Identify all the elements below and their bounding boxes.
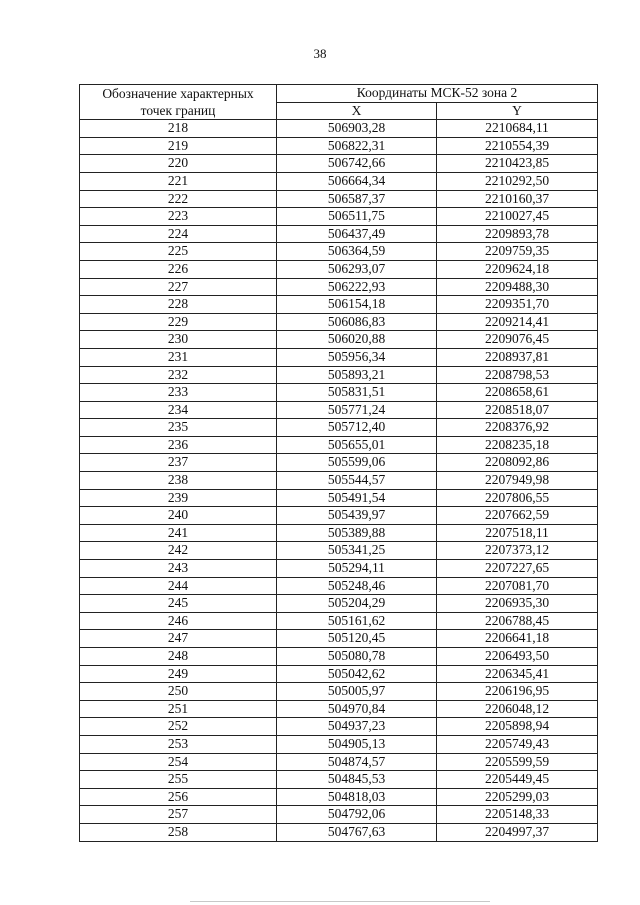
point-id-cell: 254: [80, 753, 277, 771]
point-id-cell: 231: [80, 348, 277, 366]
point-id-cell: 250: [80, 683, 277, 701]
x-coordinate-cell: 504767,63: [277, 823, 437, 841]
point-id-cell: 227: [80, 278, 277, 296]
table-row: [80, 542, 598, 560]
coordinates-system-header: Координаты МСК-52 зона 2: [277, 85, 598, 103]
x-coordinate-cell: 505341,25: [277, 542, 437, 560]
point-id-cell: 251: [80, 700, 277, 718]
table-row: [80, 454, 598, 472]
x-coordinate-cell: 506822,31: [277, 137, 437, 155]
table-row: [80, 366, 598, 384]
table-row: [80, 560, 598, 578]
y-coordinate-cell: 2204997,37: [437, 823, 598, 841]
y-coordinate-cell: 2208937,81: [437, 348, 598, 366]
table-row: [80, 630, 598, 648]
y-coordinate-cell: 2205749,43: [437, 735, 598, 753]
y-coordinate-cell: 2207373,12: [437, 542, 598, 560]
x-coordinate-cell: 505712,40: [277, 419, 437, 437]
point-id-cell: 218: [80, 120, 277, 138]
point-id-cell: 235: [80, 419, 277, 437]
table-row: [80, 648, 598, 666]
table-row: [80, 243, 598, 261]
x-coordinate-cell: 504970,84: [277, 700, 437, 718]
table-row: [80, 735, 598, 753]
y-coordinate-cell: 2206048,12: [437, 700, 598, 718]
point-id-cell: 233: [80, 384, 277, 402]
y-coordinate-cell: 2205449,45: [437, 771, 598, 789]
x-coordinate-cell: 505544,57: [277, 472, 437, 490]
point-id-cell: 219: [80, 137, 277, 155]
y-coordinate-cell: 2208092,86: [437, 454, 598, 472]
y-coordinate-cell: 2210423,85: [437, 155, 598, 173]
point-id-cell: 252: [80, 718, 277, 736]
y-coordinate-cell: 2208235,18: [437, 436, 598, 454]
x-coordinate-cell: 506020,88: [277, 331, 437, 349]
boundary-points-header-line2: точек границ: [140, 103, 216, 119]
x-coordinate-cell: 506903,28: [277, 120, 437, 138]
y-coordinate-cell: 2208376,92: [437, 419, 598, 437]
x-coordinate-cell: 505389,88: [277, 524, 437, 542]
x-coordinate-cell: 504792,06: [277, 806, 437, 824]
scan-edge-line: [190, 901, 490, 902]
table-row: [80, 771, 598, 789]
y-coordinate-cell: 2206788,45: [437, 612, 598, 630]
table-row: [80, 436, 598, 454]
x-coordinate-cell: 504818,03: [277, 788, 437, 806]
y-coordinate-cell: 2209759,35: [437, 243, 598, 261]
table-row: [80, 313, 598, 331]
point-id-cell: 253: [80, 735, 277, 753]
point-id-cell: 243: [80, 560, 277, 578]
point-id-cell: 240: [80, 507, 277, 525]
table-row: [80, 823, 598, 841]
point-id-cell: 239: [80, 489, 277, 507]
y-column-header: Y: [437, 102, 598, 120]
point-id-cell: 238: [80, 472, 277, 490]
table-row: [80, 612, 598, 630]
table-row: [80, 120, 598, 138]
point-id-cell: 220: [80, 155, 277, 173]
table-row: [80, 577, 598, 595]
table-row: [80, 753, 598, 771]
x-coordinate-cell: 506437,49: [277, 225, 437, 243]
point-id-cell: 244: [80, 577, 277, 595]
x-coordinate-cell: 504874,57: [277, 753, 437, 771]
y-coordinate-cell: 2206345,41: [437, 665, 598, 683]
table-row: [80, 472, 598, 490]
y-coordinate-cell: 2207227,65: [437, 560, 598, 578]
table-row: [80, 700, 598, 718]
y-coordinate-cell: 2207081,70: [437, 577, 598, 595]
point-id-cell: 229: [80, 313, 277, 331]
y-coordinate-cell: 2205148,33: [437, 806, 598, 824]
header-row-top: [80, 85, 598, 103]
y-coordinate-cell: 2205599,59: [437, 753, 598, 771]
table-row: [80, 278, 598, 296]
x-coordinate-cell: 505956,34: [277, 348, 437, 366]
point-id-cell: 224: [80, 225, 277, 243]
x-coordinate-cell: 506086,83: [277, 313, 437, 331]
x-coordinate-cell: 505831,51: [277, 384, 437, 402]
y-coordinate-cell: 2205299,03: [437, 788, 598, 806]
y-coordinate-cell: 2208658,61: [437, 384, 598, 402]
x-coordinate-cell: 506511,75: [277, 208, 437, 226]
table-row: [80, 524, 598, 542]
table-row: [80, 155, 598, 173]
table-row: [80, 225, 598, 243]
y-coordinate-cell: 2210027,45: [437, 208, 598, 226]
boundary-points-header: [80, 85, 277, 120]
x-coordinate-cell: 505599,06: [277, 454, 437, 472]
table-row: [80, 331, 598, 349]
y-coordinate-cell: 2210554,39: [437, 137, 598, 155]
point-id-cell: 225: [80, 243, 277, 261]
point-id-cell: 236: [80, 436, 277, 454]
table-row: [80, 806, 598, 824]
y-coordinate-cell: 2207806,55: [437, 489, 598, 507]
y-coordinate-cell: 2209076,45: [437, 331, 598, 349]
point-id-cell: 255: [80, 771, 277, 789]
boundary-points-header-line1: Обозначение характерных: [102, 86, 254, 102]
point-id-cell: 237: [80, 454, 277, 472]
x-coordinate-cell: 505491,54: [277, 489, 437, 507]
point-id-cell: 222: [80, 190, 277, 208]
table-row: [80, 190, 598, 208]
y-coordinate-cell: 2209351,70: [437, 296, 598, 314]
table-row: [80, 348, 598, 366]
y-coordinate-cell: 2210292,50: [437, 172, 598, 190]
x-coordinate-cell: 504937,23: [277, 718, 437, 736]
point-id-cell: 247: [80, 630, 277, 648]
table-header: [80, 85, 598, 120]
x-coordinate-cell: 505204,29: [277, 595, 437, 613]
table-row: [80, 788, 598, 806]
point-id-cell: 256: [80, 788, 277, 806]
point-id-cell: 226: [80, 260, 277, 278]
x-coordinate-cell: 505248,46: [277, 577, 437, 595]
x-coordinate-cell: 504905,13: [277, 735, 437, 753]
y-coordinate-cell: 2205898,94: [437, 718, 598, 736]
y-coordinate-cell: 2206935,30: [437, 595, 598, 613]
point-id-cell: 234: [80, 401, 277, 419]
table-row: [80, 137, 598, 155]
page-number: 38: [313, 46, 327, 61]
x-coordinate-cell: 504845,53: [277, 771, 437, 789]
y-coordinate-cell: 2206641,18: [437, 630, 598, 648]
y-coordinate-cell: 2206493,50: [437, 648, 598, 666]
y-coordinate-cell: 2210160,37: [437, 190, 598, 208]
y-coordinate-cell: 2208798,53: [437, 366, 598, 384]
x-coordinate-cell: 506364,59: [277, 243, 437, 261]
x-coordinate-cell: 506154,18: [277, 296, 437, 314]
x-coordinate-cell: 505005,97: [277, 683, 437, 701]
x-coordinate-cell: 505655,01: [277, 436, 437, 454]
x-coordinate-cell: 506222,93: [277, 278, 437, 296]
table-row: [80, 260, 598, 278]
table-row: [80, 384, 598, 402]
point-id-cell: 241: [80, 524, 277, 542]
x-coordinate-cell: 505771,24: [277, 401, 437, 419]
x-coordinate-cell: 506742,66: [277, 155, 437, 173]
x-coordinate-cell: 505294,11: [277, 560, 437, 578]
y-coordinate-cell: 2209893,78: [437, 225, 598, 243]
point-id-cell: 228: [80, 296, 277, 314]
table-row: [80, 208, 598, 226]
point-id-cell: 257: [80, 806, 277, 824]
table-row: [80, 172, 598, 190]
x-coordinate-cell: 505120,45: [277, 630, 437, 648]
y-coordinate-cell: 2207949,98: [437, 472, 598, 490]
table-row: [80, 401, 598, 419]
y-coordinate-cell: 2208518,07: [437, 401, 598, 419]
point-id-cell: 249: [80, 665, 277, 683]
point-id-cell: 221: [80, 172, 277, 190]
y-coordinate-cell: 2207662,59: [437, 507, 598, 525]
x-coordinate-cell: 506587,37: [277, 190, 437, 208]
y-coordinate-cell: 2209214,41: [437, 313, 598, 331]
x-column-header: X: [277, 102, 437, 120]
y-coordinate-cell: 2206196,95: [437, 683, 598, 701]
table-row: [80, 595, 598, 613]
table-row: [80, 419, 598, 437]
y-coordinate-cell: 2209488,30: [437, 278, 598, 296]
x-coordinate-cell: 505893,21: [277, 366, 437, 384]
point-id-cell: 223: [80, 208, 277, 226]
table-row: [80, 489, 598, 507]
table-row: [80, 507, 598, 525]
table-row: [80, 718, 598, 736]
point-id-cell: 242: [80, 542, 277, 560]
x-coordinate-cell: 505439,97: [277, 507, 437, 525]
y-coordinate-cell: 2210684,11: [437, 120, 598, 138]
point-id-cell: 232: [80, 366, 277, 384]
x-coordinate-cell: 506664,34: [277, 172, 437, 190]
point-id-cell: 258: [80, 823, 277, 841]
y-coordinate-cell: 2207518,11: [437, 524, 598, 542]
x-coordinate-cell: 506293,07: [277, 260, 437, 278]
point-id-cell: 230: [80, 331, 277, 349]
point-id-cell: 245: [80, 595, 277, 613]
table-row: [80, 683, 598, 701]
coordinates-table: [79, 84, 598, 842]
x-coordinate-cell: 505161,62: [277, 612, 437, 630]
table-row: [80, 296, 598, 314]
x-coordinate-cell: 505080,78: [277, 648, 437, 666]
table-body: [80, 120, 598, 841]
y-coordinate-cell: 2209624,18: [437, 260, 598, 278]
x-coordinate-cell: 505042,62: [277, 665, 437, 683]
point-id-cell: 246: [80, 612, 277, 630]
point-id-cell: 248: [80, 648, 277, 666]
table-row: [80, 665, 598, 683]
